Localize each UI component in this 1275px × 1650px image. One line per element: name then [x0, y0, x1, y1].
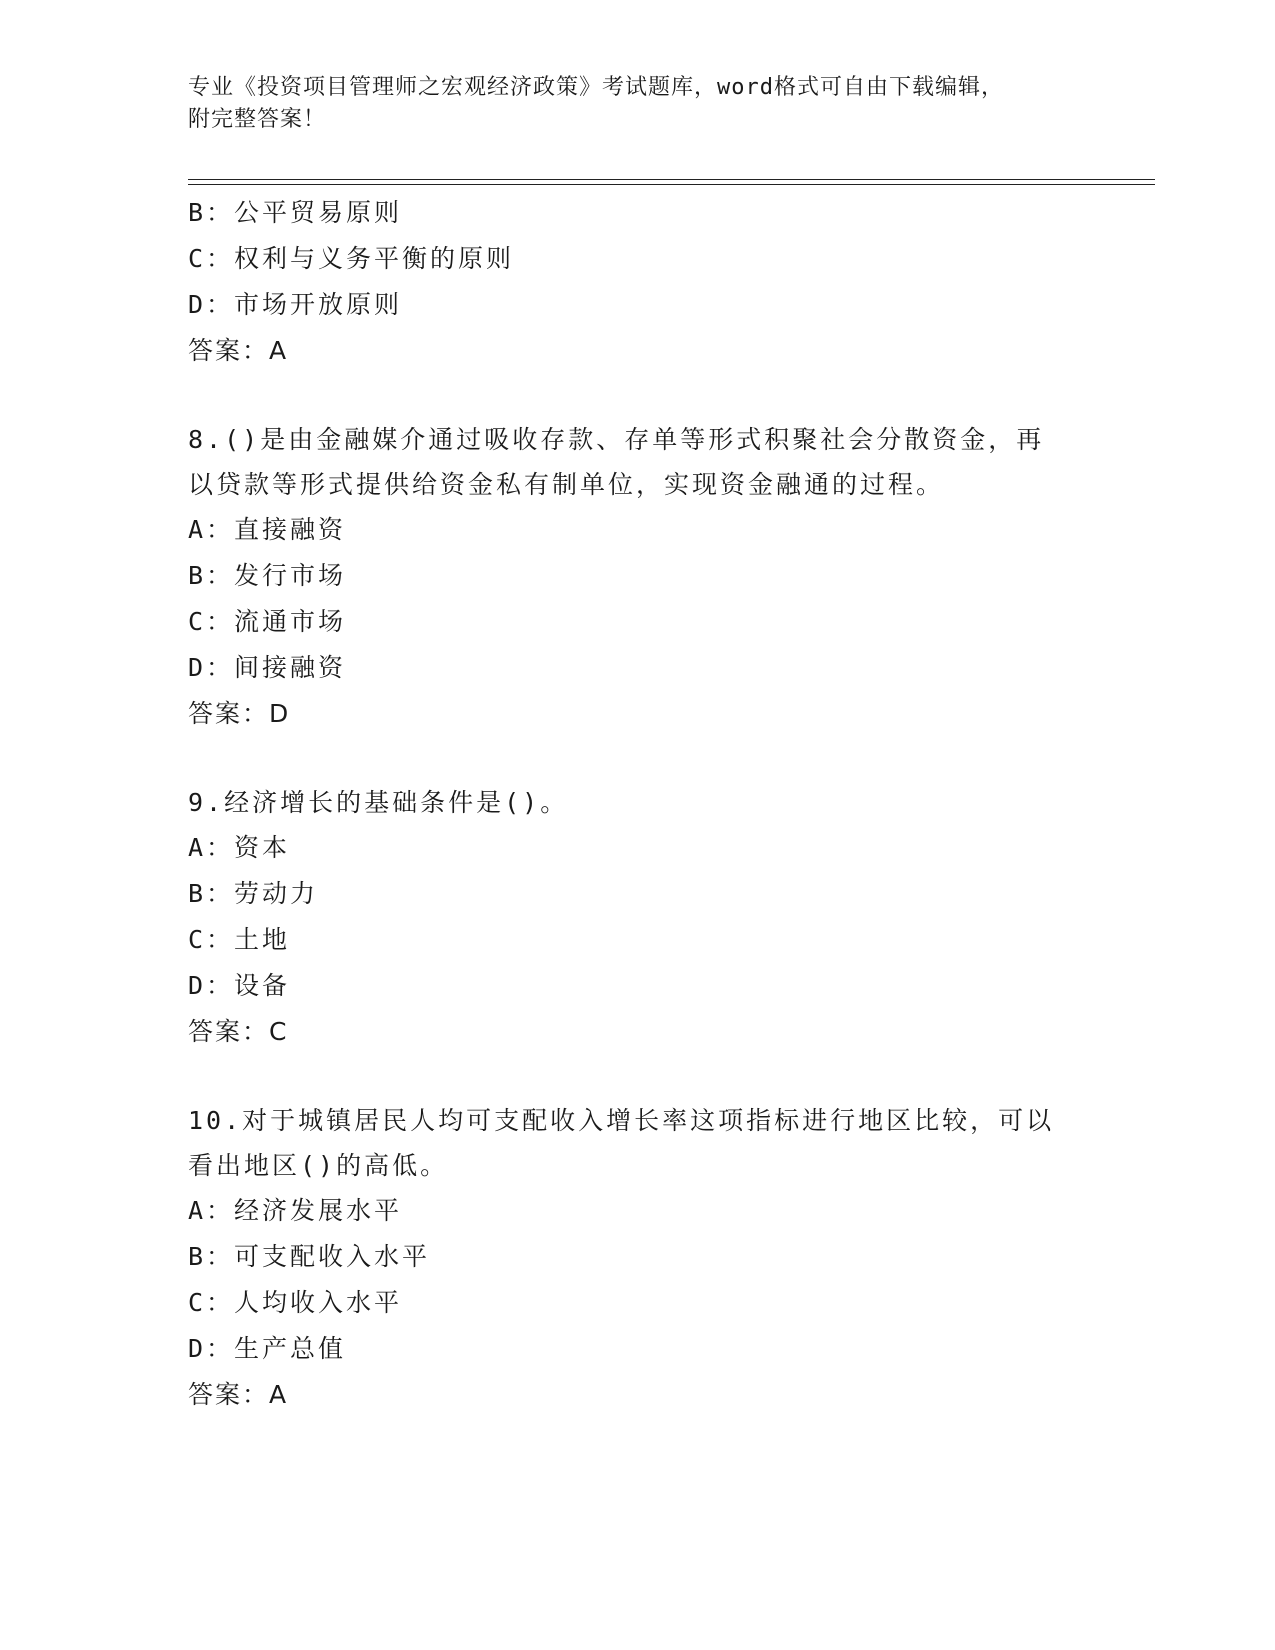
question-text — [188, 417, 1068, 507]
option-c: C：权利与义务平衡的原则 — [188, 244, 515, 273]
option-b: B：公平贸易原则 — [188, 198, 403, 227]
option-c: C：人均收入水平 — [188, 1288, 403, 1317]
option-a: A：资本 — [188, 833, 291, 862]
answer: 答案：A — [188, 336, 289, 365]
option-d: D：市场开放原则 — [188, 290, 403, 319]
question-text — [188, 1098, 1068, 1188]
question-9 — [188, 780, 1088, 1055]
option-a: A：经济发展水平 — [188, 1196, 403, 1225]
option-d: D：间接融资 — [188, 653, 347, 682]
question-10 — [188, 1098, 1088, 1418]
question-text-line-2: 看出地区()的高低。 — [188, 1151, 449, 1180]
question-text-line-1: 9.经济增长的基础条件是()。 — [188, 788, 569, 817]
question-text-line-1: 8.()是由金融媒介通过吸收存款、存单等形式积聚社会分散资金，再 — [188, 425, 1045, 454]
question-7-continued — [188, 190, 1088, 374]
option-a: A：直接融资 — [188, 515, 347, 544]
option-b: B：劳动力 — [188, 879, 319, 908]
option-d: D：生产总值 — [188, 1334, 347, 1363]
header-line-1: 专业《投资项目管理师之宏观经济政策》考试题库，word格式可自由下载编辑， — [188, 75, 1004, 100]
option-c: C：土地 — [188, 925, 291, 954]
question-text-line-2: 以贷款等形式提供给资金私有制单位，实现资金融通的过程。 — [188, 470, 945, 499]
option-b: B：可支配收入水平 — [188, 1242, 431, 1271]
header-line-2: 附完整答案！ — [188, 107, 327, 132]
question-list — [188, 190, 1088, 1418]
question-text-line-1: 10.对于城镇居民人均可支配收入增长率这项指标进行地区比较，可以 — [188, 1106, 1055, 1135]
question-8 — [188, 417, 1088, 737]
option-b: B：发行市场 — [188, 561, 347, 590]
document-header — [188, 72, 1068, 136]
question-text — [188, 780, 1068, 825]
answer: 答案：D — [188, 699, 291, 728]
header-divider-top — [188, 179, 1155, 180]
answer: 答案：C — [188, 1017, 289, 1046]
option-c: C：流通市场 — [188, 607, 347, 636]
answer: 答案：A — [188, 1380, 289, 1409]
header-divider-bottom — [188, 184, 1155, 185]
option-d: D：设备 — [188, 971, 291, 1000]
